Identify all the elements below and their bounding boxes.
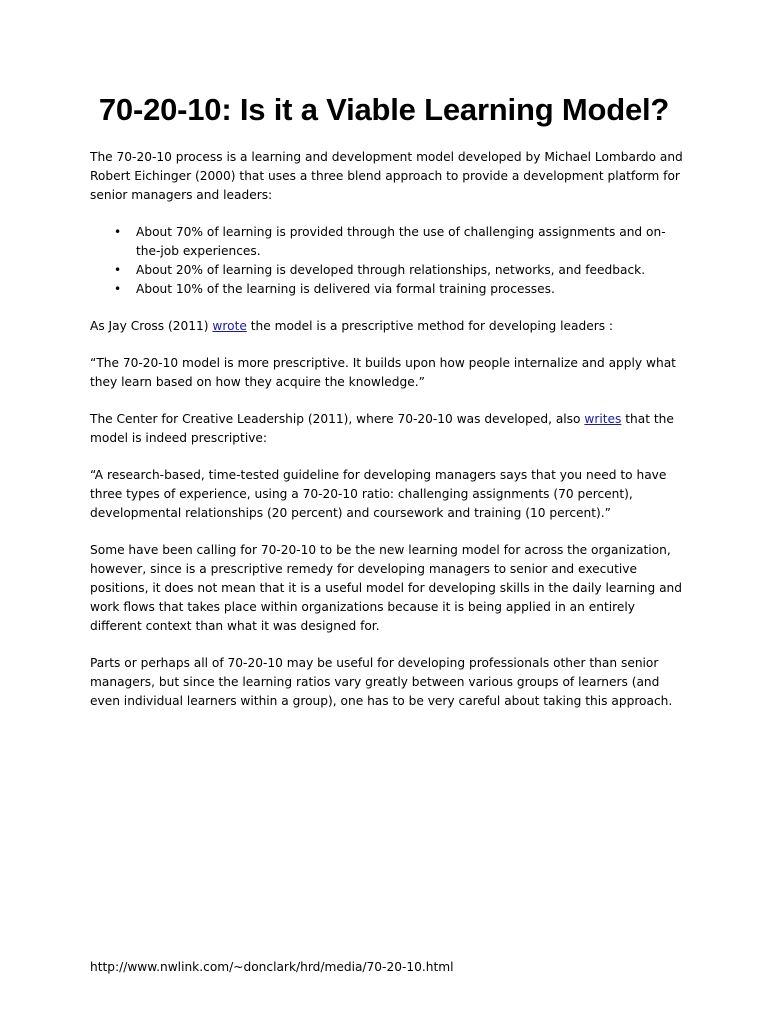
wrote-link[interactable]: wrote (212, 319, 247, 333)
bullet-icon: • (114, 263, 122, 277)
writes-link[interactable]: writes (584, 412, 622, 426)
ccl-text-after: that the model is indeed prescriptive: (90, 412, 674, 445)
cross-text-before: As Jay Cross (2011) (90, 319, 213, 333)
footer-url: http://www.nwlink.com/~donclark/hrd/media/70-20-10.html (90, 960, 454, 974)
quote-paragraph-2: “A research-based, time-tested guideline for developing managers says that you need to have three types of experience, using a 70-20-10 ratio: challenging assignments (70 percent), developmental relationships (20 percent) and coursework and training (10 percent).” (90, 468, 667, 520)
list-item (114, 261, 688, 280)
ccl-text-before: The Center for Creative Leadership (2011), where 70-20-10 was developed, also (90, 412, 585, 426)
cross-paragraph (90, 317, 688, 336)
list-item (114, 280, 688, 299)
caution-paragraph: Parts or perhaps all of 70-20-10 may be useful for developing professionals other than senior managers, but since the learning ratios vary greatly between various groups of learners (and even individual learners within a group), one has to be very careful about taking this approach. (90, 656, 673, 708)
ccl-paragraph (90, 410, 688, 448)
document-body (90, 148, 688, 729)
organization-paragraph: Some have been calling for 70-20-10 to be the new learning model for across the organization, however, since is a prescriptive remedy for developing managers to senior and executive positions, it does not mean that it is a useful model for developing skills in the daily learning and work flows that takes place within organizations because it is being applied in an entirely different context than what it was designed for. (90, 543, 682, 633)
intro-paragraph: The 70-20-10 process is a learning and development model developed by Michael Lombardo and Robert Eichinger (2000) that uses a three blend approach to provide a development platform for senior managers and leaders: (90, 150, 683, 202)
list-item-text: About 20% of learning is developed through relationships, networks, and feedback. (136, 263, 646, 277)
list-item-text: About 10% of the learning is delivered via formal training processes. (136, 282, 555, 296)
bullet-icon: • (114, 282, 122, 296)
bullet-icon: • (114, 225, 122, 239)
bullet-list (90, 223, 688, 299)
quote-paragraph: “The 70-20-10 model is more prescriptive. It builds upon how people internalize and apply what they learn based on how they acquire the knowledge.” (90, 356, 676, 389)
list-item-text: About 70% of learning is provided through the use of challenging assignments and on-the-job experiences. (136, 225, 666, 258)
list-item (114, 223, 688, 261)
page-title: 70-20-10: Is it a Viable Learning Model? (98, 92, 670, 127)
cross-text-after: the model is a prescriptive method for developing leaders : (246, 319, 614, 333)
